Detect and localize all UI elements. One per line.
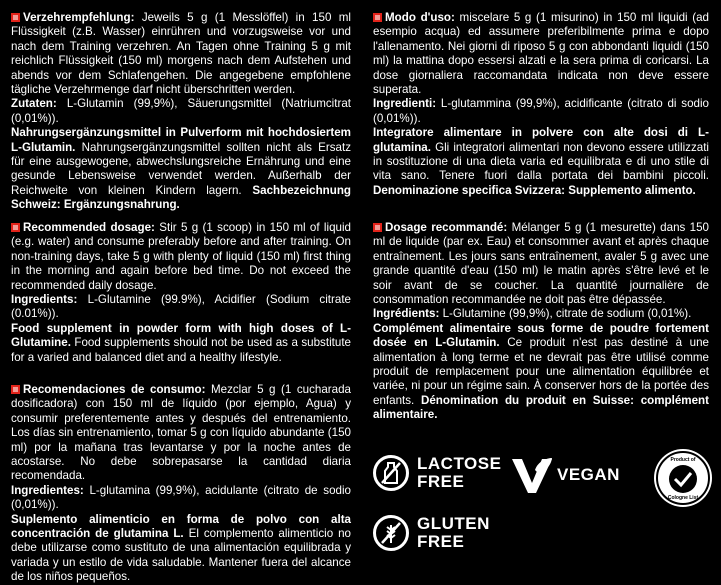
dosage-heading: Dosage recommandé:	[385, 221, 508, 234]
product-heading: Suplemento alimenticio en forma de polvo con alta concentración de glutamina L.	[11, 512, 351, 541]
vegan-label: VEGAN	[557, 465, 620, 484]
milk-bottle-icon	[373, 455, 409, 491]
product-text: Food supplements should not be used as a substitute for a varied and balanced diet and a healthy lifestyle.	[11, 336, 351, 364]
gluten-label: GLUTEN	[417, 514, 490, 533]
ingredients-text: L-glutammina (99,9%), acidificante (citrato di sodio (0,01%)).	[373, 97, 709, 125]
dosage-text: Mélanger 5 g (1 mesurette) dans 150 ml de liquide (par ex. Eau) et consommer avant et après chaque entraînement. Les jours sans entraînement, avaler 5 g avec une grande quantité d'eau (150 ml) le matin après s'être levé et le soir avant de se coucher. La quantité journalière de consommation recommandée ne doit pas être dépassée.	[373, 221, 709, 307]
swiss-designation: Sachbezeichnung Schweiz: Ergänzungsnahrung.	[11, 183, 351, 212]
vegan-leaf-icon	[511, 456, 553, 494]
lactose-free-badge	[373, 455, 501, 491]
spanish-flag-icon	[11, 385, 20, 394]
dosage-text: Stir 5 g (1 scoop) in 150 ml of liquid (e.g. water) and consume preferably before and after training. On non-training days, take 5 g with plenty of liquid (150 ml) first thing in the morning and again before bed time. Do not exceed the recommended daily dosage.	[11, 221, 352, 292]
ingredients-text: L-glutamina (99,9%), acidulante (citrato de sodio (0,01%)).	[11, 483, 351, 512]
dosage-heading: Modo d'uso:	[385, 11, 455, 24]
ingredients-heading: Ingredientes:	[11, 483, 84, 497]
vegan-badge	[511, 456, 620, 494]
dosage-heading: Recommended dosage:	[23, 221, 155, 234]
product-text: El complemento alimenticio no debe utilizarse como sustituto de una alimentación equilibrada y variada y un estilo de vida saludable. Mantener fuera del alcance de los niños pequeños.	[11, 527, 351, 584]
italian-section	[373, 11, 709, 198]
free-label: FREE	[417, 532, 465, 551]
swiss-designation: Dénomination du produit en Suisse: complément alimentaire.	[373, 393, 709, 422]
ingredients-heading: Zutaten:	[11, 97, 57, 111]
gluten-free-badge	[373, 515, 490, 551]
seal-bottom-text: Cologne List	[667, 495, 699, 501]
dosage-text: Jeweils 5 g (1 Messlöffel) in 150 ml Flüssigkeit (z.B. Wasser) einrühren und vorzugsweise vor und nach dem Training verzehren. An Tagen ohne Training 5 g mit reichlich Flüssigkeit (150 ml) morgens nach dem Aufstehen und abends vor dem Schlafengehen. Die angegebene empfohlene tägliche Verzehrmenge darf nicht überschritten werden.	[11, 11, 351, 97]
product-heading: Nahrungsergänzungsmittel in Pulverform mit hochdosiertem L-Glutamin.	[11, 126, 351, 154]
lactose-label: LACTOSE	[417, 454, 502, 473]
ingredients-heading: Ingrédients:	[373, 307, 440, 321]
english-section	[11, 221, 351, 365]
ingredients-text: L-Glutamine (99,9%), citrate de sodium (0,01%).	[439, 307, 692, 321]
french-section	[373, 221, 709, 423]
german-section	[11, 11, 351, 213]
dosage-text: Mezclar 5 g (1 cucharada dosificadora) con 150 ml de líquido (por ejemplo, Agua) y consumir preferentemente antes y después del entrenamiento. Los días sin entrenamiento, tomar 5 g con líquido abundante (150 ml) por la mañana tras levantarse y por la noche antes de acostarse. No debe sobrepasarse la cantidad diaria recomendada.	[11, 383, 352, 483]
product-heading: Complément alimentaire sous forme de poudre fortement dosée en L-Glutamin.	[373, 321, 709, 350]
product-heading: Food supplement in powder form with high doses of L-Glutamine.	[11, 321, 351, 350]
italian-flag-icon	[373, 13, 382, 22]
ingredients-heading: Ingredienti:	[373, 97, 437, 111]
dosage-heading: Verzehrempfehlung:	[23, 11, 135, 24]
dosage-heading: Recomendaciones de consumo:	[23, 383, 206, 396]
dosage-text: miscelare 5 g (1 misurino) in 150 ml liquidi (ad esempio acqua) ed assumere preferibilmente prima e dopo l'allenamento. Nei giorni di riposo 5 g con abbondanti liquidi (150 ml) la mattina dopo essersi alzati e la sera prima di coricarsi. La dose giornaliera raccomandata indicata non deve essere superata.	[373, 11, 710, 97]
ingredients-text: L-Glutamin (99,9%), Säuerungsmittel (Natriumcitrat (0,01%)).	[11, 97, 351, 125]
cologne-list-seal	[654, 449, 712, 507]
ingredients-heading: Ingredients:	[11, 293, 78, 307]
product-text: Ce produit n'est pas destiné à une alimentation à long terme et ne devrait pas être utilisé comme produit de remplacement pour une alimentation équilibrée et variée, ni pour un régime sain. À conserver hors de la portée des enfants.	[373, 336, 709, 407]
english-flag-icon	[11, 223, 20, 232]
ingredients-text: L-Glutamine (99.9%), Acidifier (Sodium citrate (0.01%)).	[11, 293, 351, 321]
product-text: Nahrungsergänzungsmittel sollten nicht als Ersatz für eine ausgewogene, abwechslungsreiche Ernährung und eine gesunde Lebensweise verwendet werden. Außerhalb der Reichweite von kleinen Kindern lagern.	[11, 140, 351, 197]
wheat-icon	[373, 515, 409, 551]
german-flag-icon	[11, 13, 20, 22]
product-heading: Integratore alimentare in polvere con alte dosi di L-glutamina.	[373, 126, 709, 154]
seal-top-text: Product of	[670, 457, 696, 463]
product-text: Gli integratori alimentari non devono essere utilizzati in sostituzione di una dieta varia ed equilibrata e di uno stile di vita sano. Tenere fuori dalla portata dei bambini piccoli.	[373, 140, 709, 183]
free-label: FREE	[417, 472, 465, 491]
swiss-designation: Denominazione specifica Svizzera: Supplemento alimento.	[373, 183, 696, 197]
spanish-section	[11, 383, 351, 585]
french-flag-icon	[373, 223, 382, 232]
